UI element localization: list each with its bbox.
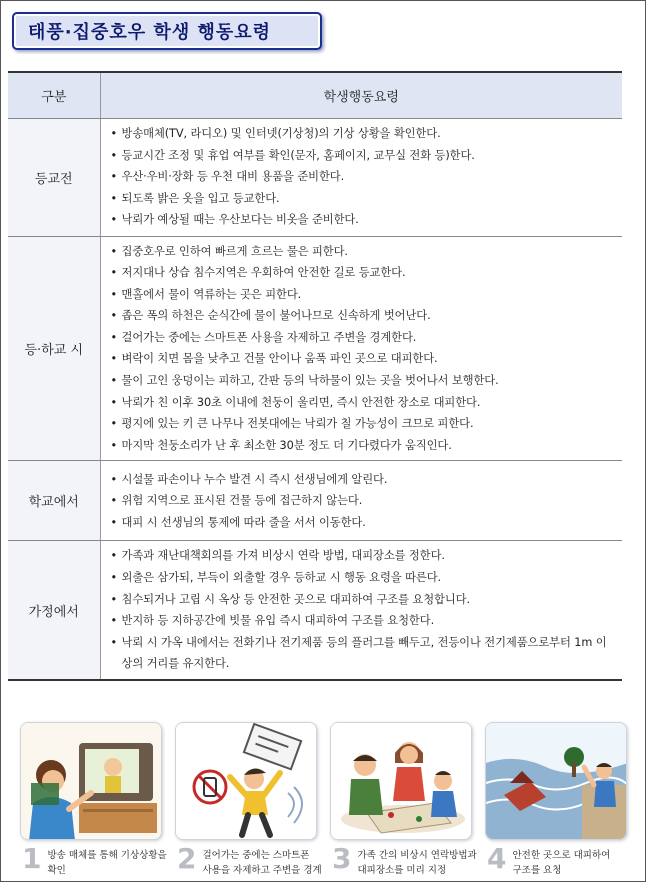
list-item: • 침수되거나 고립 시 옥상 등 안전한 곳으로 대피하여 구조를 요청합니다. [111, 589, 617, 611]
caption-4 [487, 844, 610, 880]
list-item: • 반지하 등 지하공간에 빗물 유입 즉시 대피하여 구조를 요청한다. [111, 610, 617, 632]
guideline-table [8, 71, 622, 681]
list-item: • 우산·우비·장화 등 우천 대비 용품을 준비한다. [111, 166, 617, 188]
list-item: • 벼락이 치면 몸을 낮추고 건물 안이나 움푹 파인 곳으로 대피한다. [111, 348, 617, 370]
list-item: • 되도록 밝은 옷을 입고 등교한다. [111, 188, 617, 210]
caption-text [202, 844, 321, 878]
category-cell: 가정에서 [8, 541, 100, 680]
list-item: • 걸어가는 중에는 스마트폰 사용을 자제하고 주변을 경계한다. [111, 327, 617, 349]
illustration-panels [20, 722, 628, 840]
items-cell [100, 541, 622, 680]
table-row [8, 236, 622, 461]
list-item: • 좁은 폭의 하천은 순식간에 물이 불어나므로 신속하게 벗어난다. [111, 305, 617, 327]
list-item: • 위험 지역으로 표시된 건물 등에 접근하지 않는다. [111, 490, 617, 512]
list-item: • 낙뢰가 친 이후 30초 이내에 천둥이 울리면, 즉시 안전한 장소로 대피한다. [111, 392, 617, 414]
caption-text [47, 844, 166, 878]
caption-number: 1 [22, 842, 42, 875]
caption-line: 확인 [47, 865, 66, 876]
illustration-tv-weather [20, 722, 162, 840]
caption-text [357, 844, 476, 878]
table-row [8, 541, 622, 680]
list-item: • 맨홀에서 물이 역류하는 곳은 피한다. [111, 284, 617, 306]
header-guidelines: 학생행동요령 [100, 72, 622, 118]
list-item: • 마지막 천둥소리가 난 후 최소한 30분 정도 더 기다렸다가 움직인다. [111, 435, 617, 457]
caption-line: 걸어가는 중에는 스마트폰 [202, 850, 310, 861]
list-item: • 시설물 파손이나 누수 발견 시 즉시 선생님에게 알린다. [111, 469, 617, 491]
caption-line: 가족 간의 비상시 연락방법과 [357, 850, 477, 861]
table-row [8, 118, 622, 236]
list-item: • 낙뢰 시 가옥 내에서는 전화기나 전기제품 등의 플러그를 빼두고, 전등이나 전기제품으로부터 1m 이상의 거리를 유지한다. [111, 632, 617, 675]
items-cell [100, 461, 622, 541]
caption-line: 안전한 곳으로 대피하여 [512, 850, 611, 861]
tv-weather-icon [21, 723, 162, 840]
list-item: • 물이 고인 웅덩이는 피하고, 간판 등의 낙하물이 있는 곳을 벗어나서 보행한다. [111, 370, 617, 392]
caption-3 [332, 844, 477, 880]
list-item: • 등교시간 조정 및 휴업 여부를 확인(문자, 홈페이지, 교무실 전화 등)한다. [111, 145, 617, 167]
caption-number: 3 [332, 842, 352, 875]
illustration-no-smartphone [175, 722, 317, 840]
header-category: 구분 [8, 72, 100, 118]
page-title: 태풍·집중호우 학생 행동요령 [28, 22, 272, 43]
items-cell [100, 236, 622, 461]
list-item: • 집중호우로 인하여 빠르게 흐르는 물은 피한다. [111, 241, 617, 263]
list-item: • 대피 시 선생님의 통제에 따라 줄을 서서 이동한다. [111, 512, 617, 534]
caption-number: 2 [177, 842, 197, 875]
category-cell: 학교에서 [8, 461, 100, 541]
category-cell: 등·하교 시 [8, 236, 100, 461]
list-item: • 외출은 삼가되, 부득이 외출할 경우 등하교 시 행동 요령을 따른다. [111, 567, 617, 589]
flood-rescue-icon [486, 723, 627, 840]
caption-text [512, 844, 610, 878]
title-box [12, 12, 322, 50]
illustration-family-meeting [330, 722, 472, 840]
category-cell: 등교전 [8, 118, 100, 236]
no-smartphone-icon [176, 723, 317, 840]
list-item: • 방송매체(TV, 라디오) 및 인터넷(기상청)의 기상 상황을 확인한다. [111, 123, 617, 145]
caption-line: 방송 매체를 통해 기상상황을 [47, 850, 167, 861]
illustration-flood-rescue [485, 722, 627, 840]
table-row [8, 461, 622, 541]
caption-2 [177, 844, 322, 880]
caption-line: 구조를 요청 [512, 865, 562, 876]
caption-line: 대피장소를 미리 지정 [357, 865, 447, 876]
caption-1 [22, 844, 167, 880]
list-item: • 가족과 재난대책회의를 가져 비상시 연락 방법, 대피장소를 정한다. [111, 545, 617, 567]
items-cell [100, 118, 622, 236]
caption-line: 사용을 자제하고 주변을 경계 [202, 865, 322, 876]
family-meeting-icon [331, 723, 472, 840]
list-item: • 평지에 있는 키 큰 나무나 전봇대에는 낙뢰가 칠 가능성이 크므로 피한다. [111, 413, 617, 435]
list-item: • 낙뢰가 예상될 때는 우산보다는 비옷을 준비한다. [111, 209, 617, 231]
table-header-row [8, 72, 622, 118]
list-item: • 저지대나 상습 침수지역은 우회하여 안전한 길로 등교한다. [111, 262, 617, 284]
caption-number: 4 [487, 842, 507, 875]
